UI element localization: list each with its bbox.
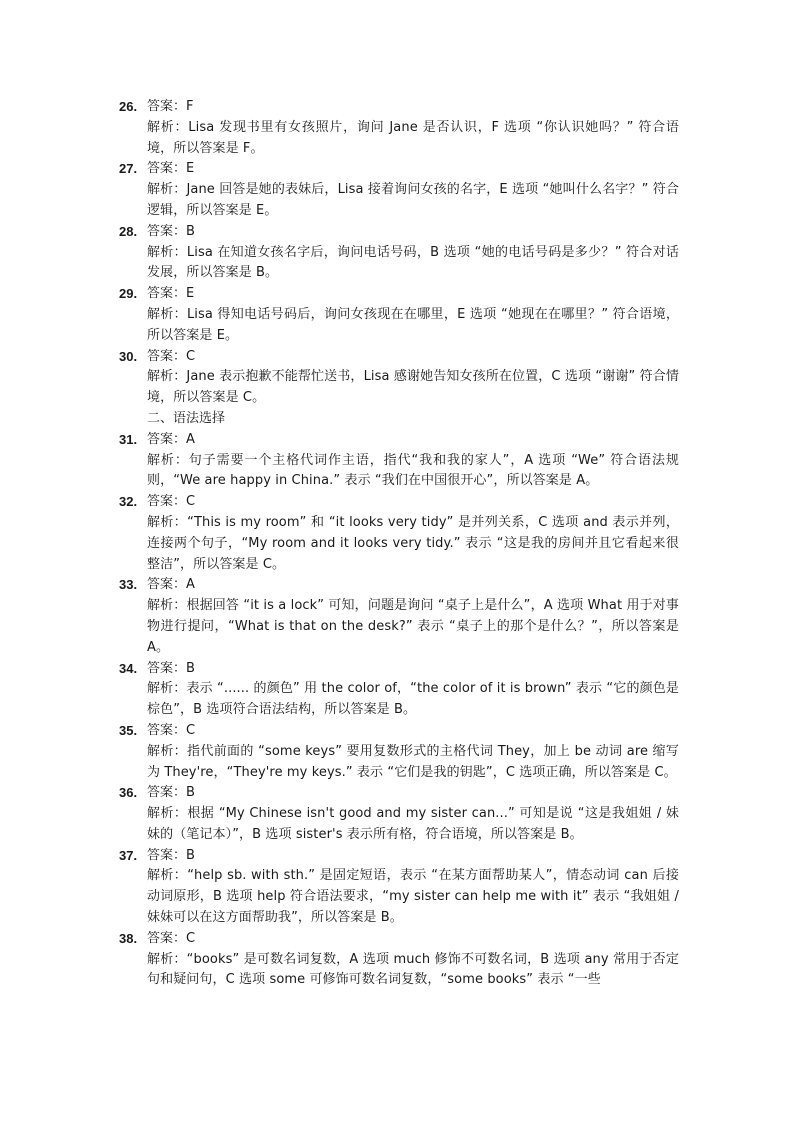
explanation-text: 解析：Lisa 得知电话号码后，询问女孩现在在哪里，E 选项 “她现在在哪里？” 符合语境，所以答案是 E。 [147, 306, 679, 343]
explanation-text: 解析：根据回答 “it is a lock” 可知，问题是询问 “桌子上是什么”，A 选项 What 用于对事物进行提问，“What is that on the desk?” 表示 “桌子上的那个是什么？”，所以答案是 A。 [147, 598, 679, 655]
explanation-text: 解析：Lisa 发现书里有女孩照片，询问 Jane 是否认识，F 选项 “你认识她吗？” 符合语境，所以答案是 F。 [147, 119, 679, 156]
explanation-text: 解析：Jane 回答是她的表妹后，Lisa 接着询问女孩的名字，E 选项 “她叫什么名字？” 符合逻辑，所以答案是 E。 [147, 182, 679, 218]
answer-entry-34 [119, 659, 679, 721]
explanation-text: 解析：Jane 表示抱歉不能帮忙送书，Lisa 感谢她告知女孩所在位置，C 选项 “谢谢” 符合情境，所以答案是 C。 [147, 369, 679, 406]
answer-entry-33 [119, 575, 679, 658]
answer-text: 答案：C [147, 494, 196, 510]
question-number: 36. [119, 785, 138, 801]
answer-entry-26 [119, 97, 679, 159]
explanation-text: 解析：“books” 是可数名词复数，A 选项 much 修饰不可数名词，B 选项 any 常用于否定句和疑问句，C 选项 some 可修饰可数名词复数，“some books” 表示 “一些 [147, 951, 679, 988]
explanation-text: 解析：根据 “My Chinese isn't good and my sister can...” 可知是说 “这是我姐姐 / 妹妹的（笔记本）”，B 选项 sister's 表示所有格，符合语境，所以答案是 B。 [147, 806, 679, 842]
answer-entry-36 [119, 783, 679, 845]
question-number: 27. [119, 161, 138, 177]
answer-entry-35 [119, 721, 679, 783]
question-number: 31. [119, 431, 138, 447]
explanation-text: 解析：句子需要一个主格代词作主语，指代“我和我的家人”，A 选项 “We” 符合语法规则，“We are happy in China.” 表示 “我们在中国很开心”，所以答案是 A。 [147, 452, 679, 489]
question-number: 30. [119, 348, 138, 364]
answer-entry-37 [119, 846, 679, 929]
question-number: 28. [119, 223, 138, 239]
question-number: 34. [119, 660, 138, 676]
answer-text: 答案：A [147, 431, 195, 447]
answer-text: 答案：C [147, 348, 196, 364]
question-number: 29. [119, 286, 138, 302]
question-number: 32. [119, 494, 138, 510]
answer-entry-30 [119, 347, 679, 409]
answer-text: 答案：B [147, 660, 195, 676]
answer-text: 答案：B [147, 223, 195, 239]
answer-text: 答案：B [147, 785, 195, 801]
question-number: 35. [119, 722, 138, 738]
question-number: 26. [119, 99, 138, 114]
question-number: 37. [119, 847, 138, 863]
answer-entry-38 [119, 929, 679, 991]
explanation-text: 解析：Lisa 在知道女孩名字后，询问电话号码，B 选项 “她的电话号码是多少？” 符合对话发展，所以答案是 B。 [147, 244, 679, 281]
answer-text: 答案：C [147, 722, 196, 738]
question-number: 33. [119, 577, 138, 593]
explanation-text: 解析：“help sb. with sth.” 是固定短语，表示 “在某方面帮助某人”，情态动词 can 后接动词原形，B 选项 help 符合语法要求，“my sister can help me with it” 表示 “我姐姐 / 妹妹可以在这方面帮助我”，所以答案是 B。 [147, 868, 679, 926]
question-number: 38. [119, 930, 138, 946]
answer-entry-28 [119, 222, 679, 284]
answer-text: 答案：F [147, 99, 194, 114]
answer-text: 答案：E [147, 286, 195, 302]
answer-text: 答案：C [147, 930, 196, 946]
answer-entry-32 [119, 492, 679, 575]
section-heading: 二、语法选择 [147, 410, 226, 426]
answer-text: 答案：A [147, 577, 195, 593]
answer-text: 答案：E [147, 161, 195, 177]
answer-entry-27 [119, 159, 679, 221]
explanation-text: 解析：指代前面的 “some keys” 要用复数形式的主格代词 They，加上 be 动词 are 缩写为 They're，“They're my keys.” 表示 “它们是我的钥匙”，C 选项正确，所以答案是 C。 [147, 743, 679, 780]
answer-key [119, 97, 679, 991]
explanation-text: 解析：表示 “...... 的颜色” 用 the color of，“the color of it is brown” 表示 “它的颜色是棕色”，B 选项符合语法结构，所以答案是 B。 [147, 681, 679, 718]
answer-entry-29 [119, 284, 679, 346]
explanation-text: 解析：“This is my room” 和 “it looks very tidy” 是并列关系，C 选项 and 表示并列，连接两个句子，“My room and it looks very tidy.” 表示 “这是我的房间并且它看起来很整洁”，所以答案是 C。 [147, 514, 679, 572]
answer-entry-31 [119, 430, 679, 492]
answer-text: 答案：B [147, 847, 195, 863]
